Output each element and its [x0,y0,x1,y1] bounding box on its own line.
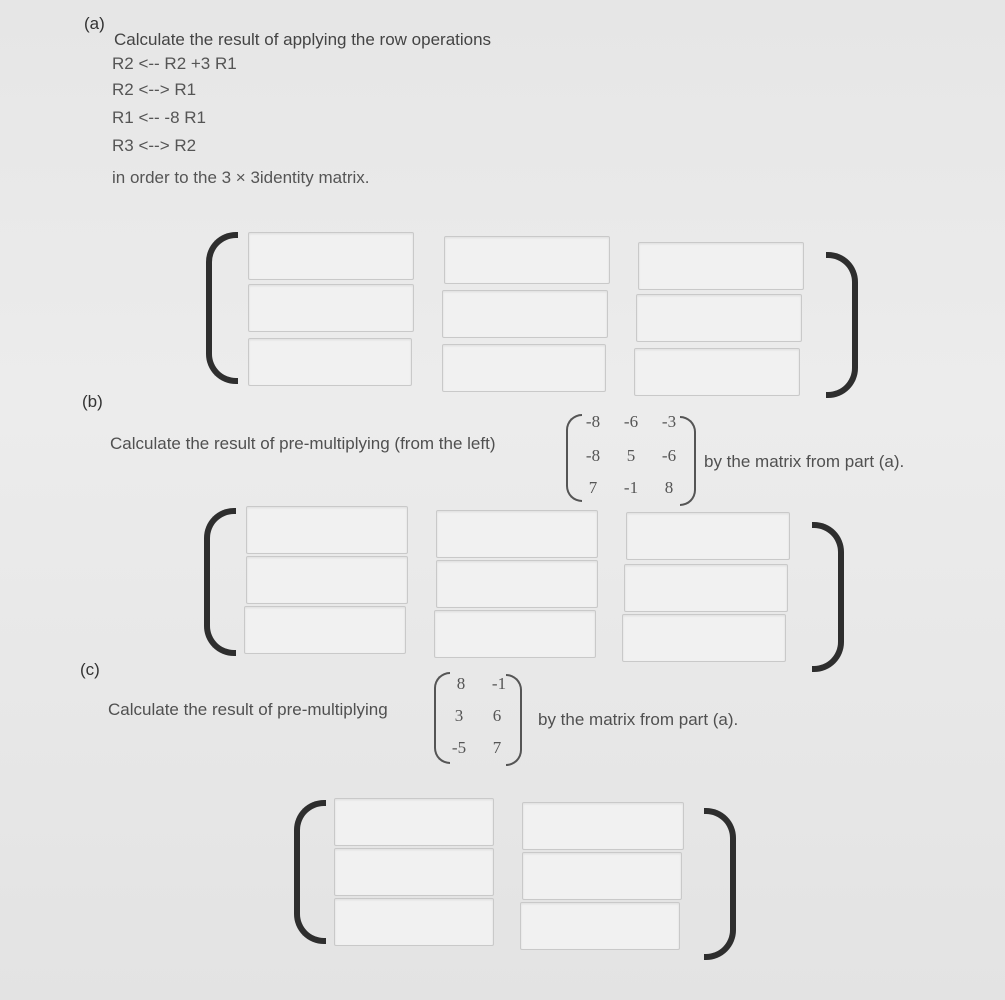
part-c-suffix: by the matrix from part (a). [538,710,739,729]
part-b-suffix: by the matrix from part (a). [704,452,905,471]
part-b-label: (b) [82,392,103,411]
operation-3: R1 <-- -8 R1 [112,108,206,127]
answer-b-r1c3[interactable] [626,512,790,560]
operation-4: R3 <--> R2 [112,136,197,155]
part-a-suffix: in order to the 3 × 3identity matrix. [112,168,370,187]
answer-c-r1c2[interactable] [522,802,684,850]
answer-a-r2c3[interactable] [636,294,802,342]
answer-c-r2c1[interactable] [334,848,494,896]
matrix-c-cell: -5 [451,738,467,757]
matrix-b-cell: -1 [623,478,639,497]
matrix-b-left-bracket [204,508,236,656]
given-matrix-c-right-paren [506,674,522,766]
matrix-b-cell: -6 [661,446,677,465]
matrix-c-cell: 6 [492,706,502,725]
matrix-b-cell: -8 [585,412,601,431]
given-matrix-b-right-paren [680,416,696,506]
answer-c-r2c2[interactable] [522,852,682,900]
matrix-b-cell: 7 [588,478,598,497]
part-c-label: (c) [80,660,100,679]
matrix-c-cell: 3 [454,706,464,725]
answer-b-r1c1[interactable] [246,506,408,554]
answer-b-r2c2[interactable] [436,560,598,608]
part-c-prompt: Calculate the result of pre-multiplying [108,700,388,719]
answer-a-r1c3[interactable] [638,242,804,290]
matrix-c-cell: 7 [492,738,502,757]
answer-a-r1c2[interactable] [444,236,610,284]
answer-c-r1c1[interactable] [334,798,494,846]
answer-b-r1c2[interactable] [436,510,598,558]
answer-a-r1c1[interactable] [248,232,414,280]
answer-a-r2c1[interactable] [248,284,414,332]
matrix-b-cell: -6 [623,412,639,431]
matrix-b-cell: -8 [585,446,601,465]
answer-b-r3c2[interactable] [434,610,596,658]
matrix-b-cell: 8 [664,478,674,497]
matrix-c-right-bracket [704,808,736,960]
answer-b-r2c3[interactable] [624,564,788,612]
part-b-prompt: Calculate the result of pre-multiplying (from the left) [110,434,496,453]
matrix-c-cell: 8 [456,674,466,693]
answer-a-r2c2[interactable] [442,290,608,338]
matrix-c-left-bracket [294,800,326,944]
answer-b-r2c1[interactable] [246,556,408,604]
answer-b-r3c3[interactable] [622,614,786,662]
matrix-c-cell: -1 [491,674,507,693]
answer-c-r3c1[interactable] [334,898,494,946]
matrix-b-cell: 5 [626,446,636,465]
answer-b-r3c1[interactable] [244,606,406,654]
matrix-a-left-bracket [206,232,238,384]
part-a-intro: Calculate the result of applying the row operations [114,30,492,49]
operation-2: R2 <--> R1 [112,80,197,99]
answer-a-r3c1[interactable] [248,338,412,386]
answer-a-r3c3[interactable] [634,348,800,396]
matrix-b-cell: -3 [661,412,677,431]
matrix-b-right-bracket [812,522,844,672]
matrix-a-right-bracket [826,252,858,398]
answer-c-r3c2[interactable] [520,902,680,950]
operation-1: R2 <-- R2 +3 R1 [112,54,237,73]
part-a-label: (a) [84,14,105,33]
answer-a-r3c2[interactable] [442,344,606,392]
